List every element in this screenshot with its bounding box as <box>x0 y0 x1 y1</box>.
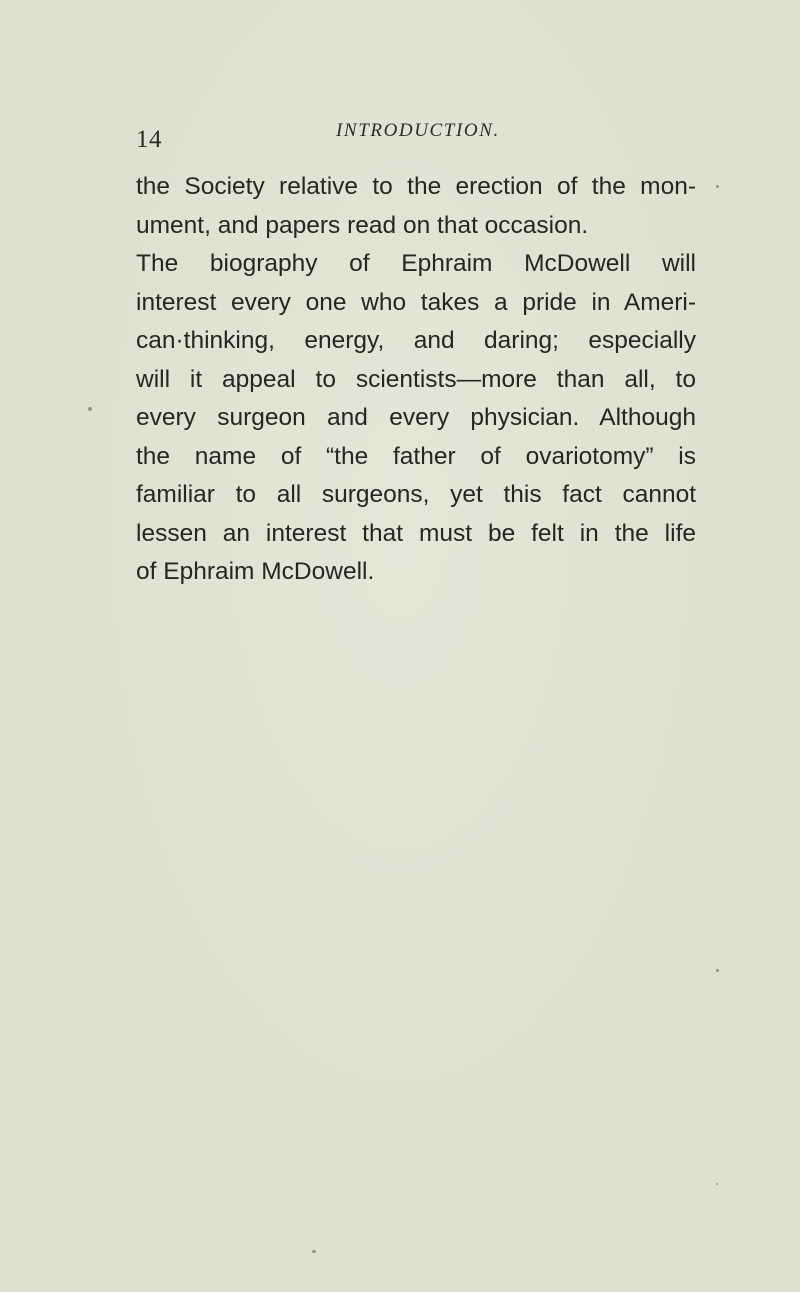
running-head <box>136 120 696 154</box>
text-line: can·thinking, energy, and daring; especially <box>136 327 696 354</box>
text-line: the Society relative to the erection of the mon- <box>136 173 696 200</box>
paper-speck <box>716 185 719 188</box>
text-line: lessen an interest that must be felt in the life <box>136 519 696 547</box>
page-number: 14 <box>136 126 162 153</box>
text-line: the name of “the father of ovariotomy” is <box>136 442 696 470</box>
chapter-title: INTRODUCTION. <box>336 120 500 141</box>
text-line: ument, and papers read on that occasion. <box>136 211 589 239</box>
text-line: every surgeon and every physician. Although <box>136 404 696 431</box>
paper-speck <box>716 1183 718 1185</box>
text-line: familiar to all surgeons, yet this fact cannot <box>136 481 696 508</box>
text-line: interest every one who takes a pride in Ameri- <box>136 288 696 316</box>
paper-speck <box>88 407 92 411</box>
text-line: will it appeal to scientists—more than all, to <box>136 365 696 393</box>
body-paragraphs <box>136 168 696 592</box>
text-line: The biography of Ephraim McDowell will <box>136 250 696 277</box>
paper-speck <box>716 969 719 972</box>
paper-speck <box>312 1250 316 1253</box>
text-line: of Ephraim McDowell. <box>136 558 375 585</box>
